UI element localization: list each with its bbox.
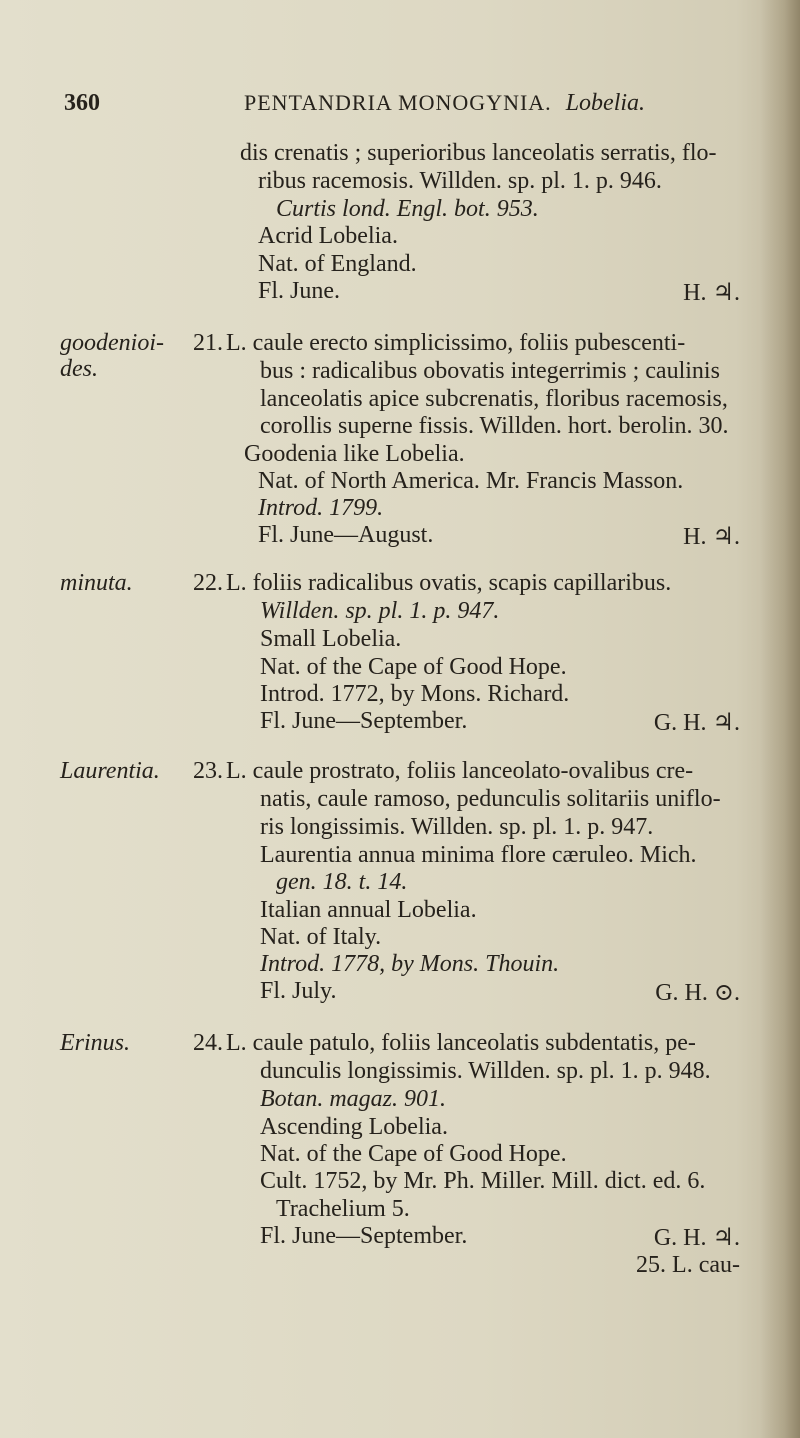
text-line: lanceolatis apice subcrenatis, floribus racemosis, bbox=[260, 386, 728, 412]
text-line: Fl. June—September. bbox=[260, 1223, 468, 1249]
text-line: Goodenia like Lobelia. bbox=[244, 441, 465, 467]
page-header bbox=[0, 90, 800, 130]
text-line: dunculis longissimis. Willden. sp. pl. 1. p. 948. bbox=[260, 1058, 711, 1084]
margin-species-name: goodenioi-des. bbox=[60, 330, 164, 382]
margin-species-name: Laurentia. bbox=[60, 758, 160, 784]
page-number: 360 bbox=[64, 90, 100, 116]
text-line: dis crenatis ; superioribus lanceolatis serratis, flo- bbox=[240, 140, 717, 166]
habit-code: H. ♃. bbox=[683, 524, 740, 550]
text-line: Fl. June. bbox=[258, 278, 341, 304]
running-title bbox=[244, 90, 645, 117]
habit-code: G. H. ♃. bbox=[653, 710, 740, 736]
text-line: Nat. of the Cape of Good Hope. bbox=[260, 654, 567, 680]
text-line: ris longissimis. Willden. sp. pl. 1. p. 947. bbox=[260, 814, 654, 840]
text-line: Italian annual Lobelia. bbox=[260, 897, 477, 923]
habit-code: H. ♃. bbox=[683, 280, 740, 306]
text-line: Introd. 1778, by Mons. Thouin. bbox=[260, 951, 560, 977]
text-line: Fl. June—August. bbox=[258, 522, 434, 548]
text-line: natis, caule ramoso, pedunculis solitariis uniflo- bbox=[260, 786, 721, 812]
text-line: Nat. of England. bbox=[258, 251, 417, 277]
text-line: Cult. 1752, by Mr. Ph. Miller. Mill. dict. ed. 6. bbox=[260, 1168, 706, 1194]
text-line: Nat. of Italy. bbox=[260, 924, 382, 950]
text-line: Introd. 1772, by Mons. Richard. bbox=[260, 681, 570, 707]
text-line: Nat. of the Cape of Good Hope. bbox=[260, 1141, 567, 1167]
running-genus: Lobelia. bbox=[565, 90, 646, 116]
text-line: corollis superne fissis. Willden. hort. berolin. 30. bbox=[260, 413, 729, 439]
text-line: Curtis lond. Engl. bot. 953. bbox=[276, 196, 539, 222]
habit-code: G. H. ♃. bbox=[653, 1225, 740, 1251]
entry-number: 24. bbox=[193, 1030, 223, 1056]
text-line: Small Lobelia. bbox=[260, 626, 402, 652]
text-line: bus : radicalibus obovatis integerrimis ; caulinis bbox=[260, 358, 720, 384]
entry-number: 22. bbox=[193, 570, 223, 596]
habit-code: G. H. ⊙. bbox=[655, 980, 740, 1006]
entry-number: 21. bbox=[193, 330, 223, 356]
entry-number: 23. bbox=[193, 758, 223, 784]
text-line: Nat. of North America. Mr. Francis Masson. bbox=[258, 468, 684, 494]
running-title-text: PENTANDRIA MONOGYNIA. bbox=[244, 90, 552, 115]
text-line: Introd. 1799. bbox=[258, 495, 384, 521]
text-line: ribus racemosis. Willden. sp. pl. 1. p. 946. bbox=[258, 168, 662, 194]
text-line: Willden. sp. pl. 1. p. 947. bbox=[260, 598, 500, 624]
text-line: Fl. June—September. bbox=[260, 708, 468, 734]
margin-species-name: Erinus. bbox=[60, 1030, 131, 1056]
text-line: Fl. July. bbox=[260, 978, 337, 1004]
text-line: gen. 18. t. 14. bbox=[276, 869, 408, 895]
text-line: Acrid Lobelia. bbox=[258, 223, 398, 249]
text-line: Trachelium 5. bbox=[276, 1196, 410, 1222]
text-line: L. foliis radicalibus ovatis, scapis capillaribus. bbox=[226, 570, 672, 596]
page-edge-shadow bbox=[760, 0, 800, 1438]
catchword: 25. L. cau- bbox=[636, 1252, 740, 1278]
text-line: L. caule prostrato, foliis lanceolato-ovalibus cre- bbox=[226, 758, 694, 784]
text-line: Botan. magaz. 901. bbox=[260, 1086, 446, 1112]
text-line: Ascending Lobelia. bbox=[260, 1114, 448, 1140]
text-line: L. caule patulo, foliis lanceolatis subdentatis, pe- bbox=[226, 1030, 696, 1056]
text-line: Laurentia annua minima flore cæruleo. Mich. bbox=[260, 842, 697, 868]
text-line: L. caule erecto simplicissimo, foliis pubescenti- bbox=[226, 330, 686, 356]
margin-species-name: minuta. bbox=[60, 570, 133, 596]
